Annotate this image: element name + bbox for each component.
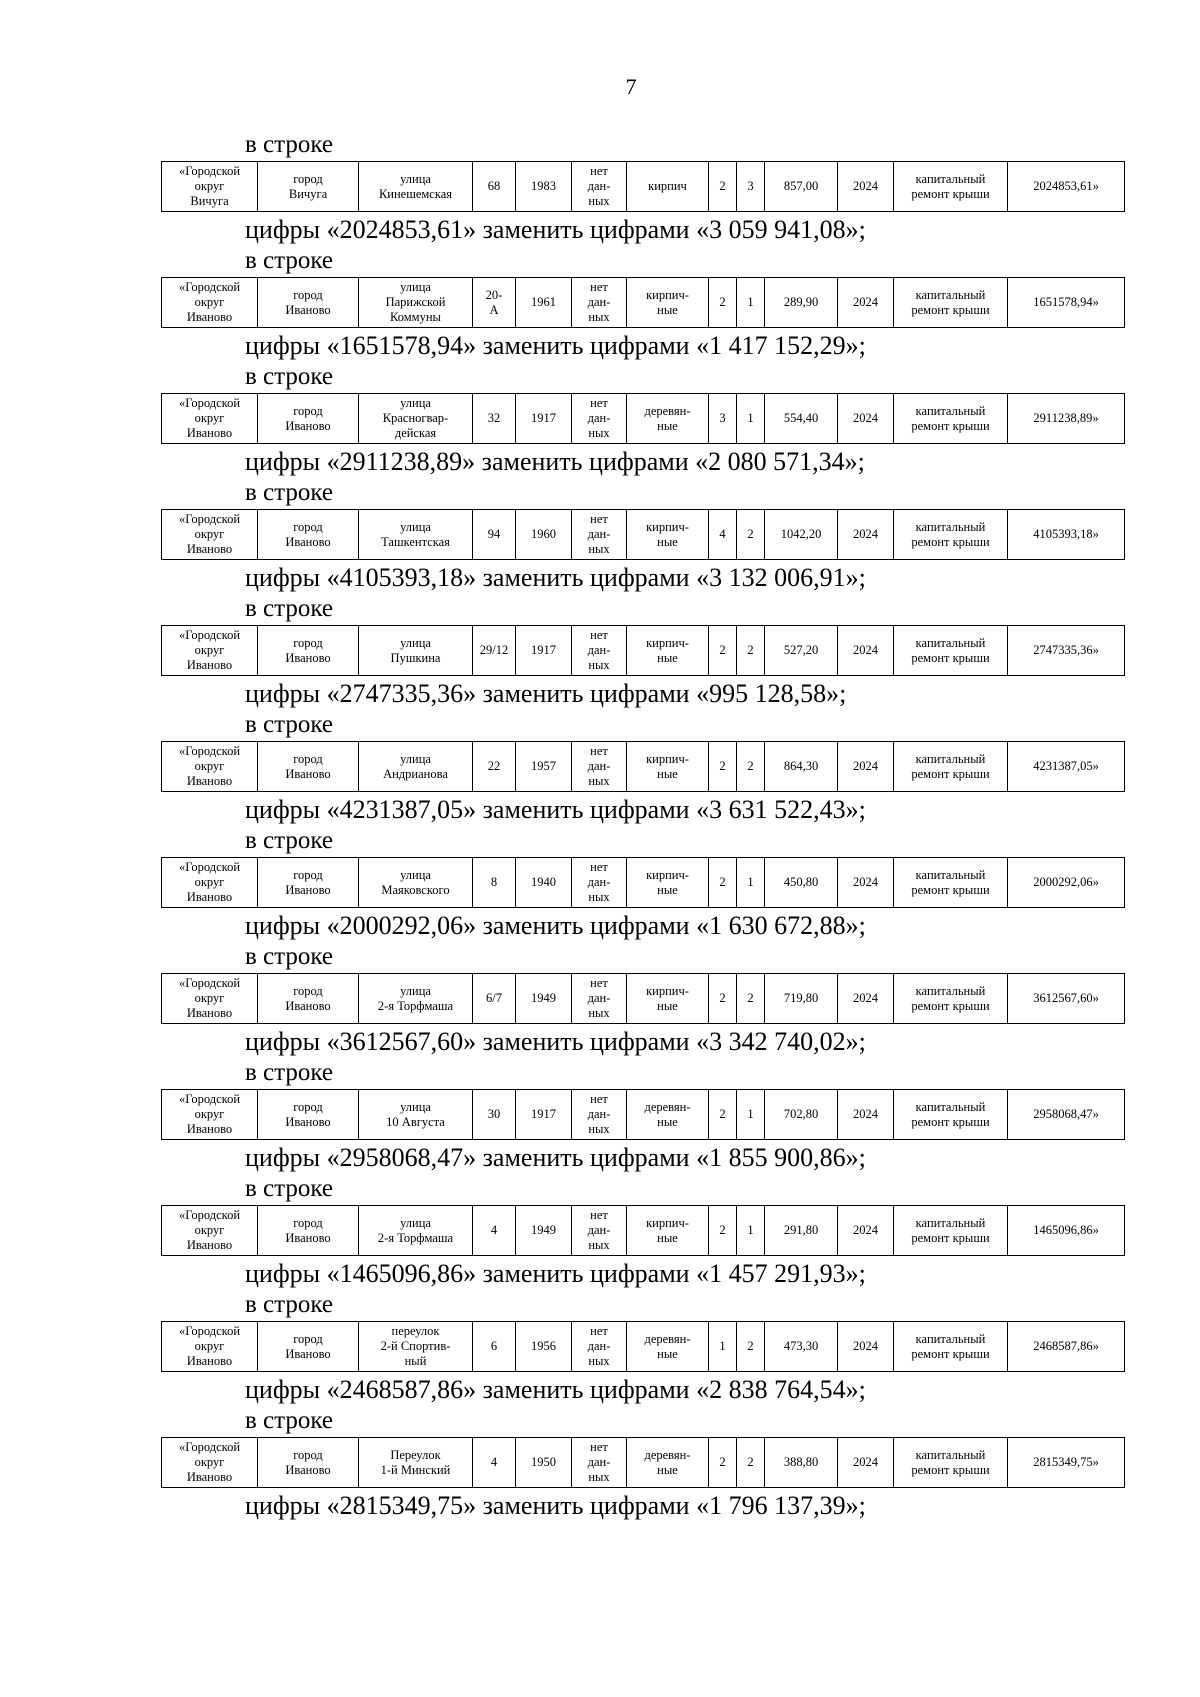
floors-cell: 2 (709, 974, 737, 1024)
area-cell: 1042,20 (765, 510, 838, 560)
entrances-cell: 1 (737, 394, 765, 444)
year-commissioned-cell: нет дан- ных (572, 162, 627, 212)
house-number-cell: 4 (473, 1206, 516, 1256)
house-number-cell: 94 (473, 510, 516, 560)
municipality-cell: «Городской округ Иваново (162, 974, 258, 1024)
house-number-cell: 32 (473, 394, 516, 444)
planned-year-cell: 2024 (838, 510, 894, 560)
cost-cell: 2468587,86» (1008, 1322, 1125, 1372)
locality-cell: город Иваново (258, 742, 359, 792)
amendment-entry (0, 943, 1200, 1059)
amendment-entry (0, 595, 1200, 711)
street-cell: переулок 2-й Спортив- ный (359, 1322, 473, 1372)
work-type-cell: капитальный ремонт крыши (894, 394, 1008, 444)
locality-cell: город Вичуга (258, 162, 359, 212)
year-commissioned-cell: нет дан- ных (572, 626, 627, 676)
replacement-text: цифры «1651578,94» заменить цифрами «1 417 152,29»; (245, 331, 866, 360)
planned-year-cell: 2024 (838, 278, 894, 328)
year-built-cell: 1917 (516, 1090, 572, 1140)
municipality-cell: «Городской округ Иваново (162, 626, 258, 676)
floors-cell: 2 (709, 858, 737, 908)
planned-year-cell: 2024 (838, 162, 894, 212)
housing-row-table (161, 277, 1125, 328)
house-number-cell: 4 (473, 1438, 516, 1488)
street-cell: улица Красногвар- дейская (359, 394, 473, 444)
cost-cell: 4105393,18» (1008, 510, 1125, 560)
wall-material-cell: деревян- ные (627, 1438, 709, 1488)
housing-row-table (161, 857, 1125, 908)
table-row (162, 1090, 1125, 1140)
intro-text: в строке (245, 1175, 334, 1202)
entrances-cell: 1 (737, 278, 765, 328)
year-built-cell: 1960 (516, 510, 572, 560)
locality-cell: город Иваново (258, 974, 359, 1024)
entrances-cell: 1 (737, 858, 765, 908)
street-cell: улица Кинешемская (359, 162, 473, 212)
planned-year-cell: 2024 (838, 1438, 894, 1488)
planned-year-cell: 2024 (838, 626, 894, 676)
cost-cell: 2911238,89» (1008, 394, 1125, 444)
wall-material-cell: деревян- ные (627, 1090, 709, 1140)
locality-cell: город Иваново (258, 1206, 359, 1256)
year-built-cell: 1956 (516, 1322, 572, 1372)
amendment-entry (0, 363, 1200, 479)
work-type-cell: капитальный ремонт крыши (894, 1206, 1008, 1256)
area-cell: 527,20 (765, 626, 838, 676)
page-number: 7 (625, 74, 637, 99)
amendment-list (0, 131, 1200, 1523)
work-type-cell: капитальный ремонт крыши (894, 858, 1008, 908)
floors-cell: 2 (709, 1206, 737, 1256)
house-number-cell: 6 (473, 1322, 516, 1372)
area-cell: 554,40 (765, 394, 838, 444)
entrances-cell: 2 (737, 974, 765, 1024)
year-commissioned-cell: нет дан- ных (572, 1438, 627, 1488)
entrances-cell: 2 (737, 742, 765, 792)
work-type-cell: капитальный ремонт крыши (894, 742, 1008, 792)
replacement-text: цифры «2468587,86» заменить цифрами «2 838 764,54»; (245, 1375, 866, 1404)
work-type-cell: капитальный ремонт крыши (894, 1438, 1008, 1488)
cost-cell: 2747335,36» (1008, 626, 1125, 676)
entrances-cell: 1 (737, 1090, 765, 1140)
wall-material-cell: кирпич (627, 162, 709, 212)
housing-row-table (161, 1205, 1125, 1256)
entrances-cell: 2 (737, 1322, 765, 1372)
work-type-cell: капитальный ремонт крыши (894, 278, 1008, 328)
street-cell: улица Пушкина (359, 626, 473, 676)
year-commissioned-cell: нет дан- ных (572, 974, 627, 1024)
planned-year-cell: 2024 (838, 394, 894, 444)
cost-cell: 2024853,61» (1008, 162, 1125, 212)
municipality-cell: «Городской округ Иваново (162, 858, 258, 908)
year-built-cell: 1957 (516, 742, 572, 792)
table-row (162, 1438, 1125, 1488)
locality-cell: город Иваново (258, 510, 359, 560)
wall-material-cell: деревян- ные (627, 1322, 709, 1372)
table-row (162, 278, 1125, 328)
entrances-cell: 2 (737, 626, 765, 676)
floors-cell: 2 (709, 162, 737, 212)
street-cell: улица 2-я Торфмаша (359, 1206, 473, 1256)
table-row (162, 394, 1125, 444)
area-cell: 289,90 (765, 278, 838, 328)
municipality-cell: «Городской округ Иваново (162, 278, 258, 328)
intro-text: в строке (245, 479, 334, 506)
year-commissioned-cell: нет дан- ных (572, 858, 627, 908)
housing-row-table (161, 393, 1125, 444)
wall-material-cell: кирпич- ные (627, 974, 709, 1024)
cost-cell: 1651578,94» (1008, 278, 1125, 328)
wall-material-cell: кирпич- ные (627, 626, 709, 676)
housing-row-table (161, 509, 1125, 560)
planned-year-cell: 2024 (838, 1090, 894, 1140)
street-cell: улица 10 Августа (359, 1090, 473, 1140)
year-built-cell: 1949 (516, 1206, 572, 1256)
replacement-text: цифры «2000292,06» заменить цифрами «1 630 672,88»; (245, 911, 866, 940)
entrances-cell: 2 (737, 1438, 765, 1488)
locality-cell: город Иваново (258, 1322, 359, 1372)
intro-text: в строке (245, 1407, 334, 1434)
planned-year-cell: 2024 (838, 742, 894, 792)
table-row (162, 626, 1125, 676)
amendment-entry (0, 479, 1200, 595)
table-row (162, 1206, 1125, 1256)
year-built-cell: 1983 (516, 162, 572, 212)
wall-material-cell: деревян- ные (627, 394, 709, 444)
replacement-text: цифры «2024853,61» заменить цифрами «3 059 941,08»; (245, 215, 866, 244)
replacement-text: цифры «2747335,36» заменить цифрами «995 128,58»; (245, 679, 847, 708)
area-cell: 450,80 (765, 858, 838, 908)
year-commissioned-cell: нет дан- ных (572, 278, 627, 328)
housing-row-table (161, 1089, 1125, 1140)
house-number-cell: 29/12 (473, 626, 516, 676)
municipality-cell: «Городской округ Иваново (162, 742, 258, 792)
area-cell: 388,80 (765, 1438, 838, 1488)
amendment-entry (0, 1175, 1200, 1291)
planned-year-cell: 2024 (838, 858, 894, 908)
year-commissioned-cell: нет дан- ных (572, 510, 627, 560)
amendment-entry (0, 827, 1200, 943)
replacement-text: цифры «2815349,75» заменить цифрами «1 796 137,39»; (245, 1491, 866, 1520)
entrances-cell: 3 (737, 162, 765, 212)
street-cell: улица Ташкентская (359, 510, 473, 560)
year-built-cell: 1917 (516, 626, 572, 676)
intro-text: в строке (245, 247, 334, 274)
cost-cell: 4231387,05» (1008, 742, 1125, 792)
cost-cell: 2815349,75» (1008, 1438, 1125, 1488)
street-cell: улица Маяковского (359, 858, 473, 908)
table-row (162, 858, 1125, 908)
wall-material-cell: кирпич- ные (627, 510, 709, 560)
cost-cell: 3612567,60» (1008, 974, 1125, 1024)
year-commissioned-cell: нет дан- ных (572, 1206, 627, 1256)
house-number-cell: 30 (473, 1090, 516, 1140)
locality-cell: город Иваново (258, 1438, 359, 1488)
house-number-cell: 8 (473, 858, 516, 908)
floors-cell: 4 (709, 510, 737, 560)
area-cell: 702,80 (765, 1090, 838, 1140)
cost-cell: 1465096,86» (1008, 1206, 1125, 1256)
locality-cell: город Иваново (258, 626, 359, 676)
municipality-cell: «Городской округ Иваново (162, 1206, 258, 1256)
year-commissioned-cell: нет дан- ных (572, 742, 627, 792)
wall-material-cell: кирпич- ные (627, 858, 709, 908)
municipality-cell: «Городской округ Вичуга (162, 162, 258, 212)
municipality-cell: «Городской округ Иваново (162, 1322, 258, 1372)
replacement-text: цифры «1465096,86» заменить цифрами «1 457 291,93»; (245, 1259, 866, 1288)
municipality-cell: «Городской округ Иваново (162, 394, 258, 444)
replacement-text: цифры «2958068,47» заменить цифрами «1 855 900,86»; (245, 1143, 866, 1172)
amendment-entry (0, 711, 1200, 827)
year-built-cell: 1949 (516, 974, 572, 1024)
housing-row-table (161, 625, 1125, 676)
floors-cell: 2 (709, 1090, 737, 1140)
amendment-entry (0, 1291, 1200, 1407)
area-cell: 864,30 (765, 742, 838, 792)
municipality-cell: «Городской округ Иваново (162, 510, 258, 560)
planned-year-cell: 2024 (838, 1322, 894, 1372)
housing-row-table (161, 1321, 1125, 1372)
wall-material-cell: кирпич- ные (627, 742, 709, 792)
planned-year-cell: 2024 (838, 974, 894, 1024)
amendment-entry (0, 131, 1200, 247)
year-commissioned-cell: нет дан- ных (572, 1090, 627, 1140)
year-built-cell: 1961 (516, 278, 572, 328)
table-row (162, 1322, 1125, 1372)
wall-material-cell: кирпич- ные (627, 1206, 709, 1256)
housing-row-table (161, 741, 1125, 792)
intro-text: в строке (245, 711, 334, 738)
floors-cell: 1 (709, 1322, 737, 1372)
area-cell: 857,00 (765, 162, 838, 212)
entrances-cell: 2 (737, 510, 765, 560)
street-cell: улица Андрианова (359, 742, 473, 792)
street-cell: улица 2-я Торфмаша (359, 974, 473, 1024)
work-type-cell: капитальный ремонт крыши (894, 626, 1008, 676)
floors-cell: 2 (709, 742, 737, 792)
intro-text: в строке (245, 1291, 334, 1318)
street-cell: улица Парижской Коммуны (359, 278, 473, 328)
table-row (162, 162, 1125, 212)
cost-cell: 2000292,06» (1008, 858, 1125, 908)
amendment-entry (0, 247, 1200, 363)
year-commissioned-cell: нет дан- ных (572, 394, 627, 444)
locality-cell: город Иваново (258, 858, 359, 908)
entrances-cell: 1 (737, 1206, 765, 1256)
intro-text: в строке (245, 943, 334, 970)
area-cell: 473,30 (765, 1322, 838, 1372)
year-built-cell: 1917 (516, 394, 572, 444)
floors-cell: 2 (709, 278, 737, 328)
replacement-text: цифры «3612567,60» заменить цифрами «3 342 740,02»; (245, 1027, 866, 1056)
locality-cell: город Иваново (258, 278, 359, 328)
locality-cell: город Иваново (258, 1090, 359, 1140)
municipality-cell: «Городской округ Иваново (162, 1438, 258, 1488)
work-type-cell: капитальный ремонт крыши (894, 510, 1008, 560)
year-built-cell: 1940 (516, 858, 572, 908)
intro-text: в строке (245, 363, 334, 390)
intro-text: в строке (245, 595, 334, 622)
amendment-entry (0, 1059, 1200, 1175)
replacement-text: цифры «4231387,05» заменить цифрами «3 631 522,43»; (245, 795, 866, 824)
replacement-text: цифры «4105393,18» заменить цифрами «3 132 006,91»; (245, 563, 866, 592)
wall-material-cell: кирпич- ные (627, 278, 709, 328)
house-number-cell: 22 (473, 742, 516, 792)
locality-cell: город Иваново (258, 394, 359, 444)
house-number-cell: 6/7 (473, 974, 516, 1024)
work-type-cell: капитальный ремонт крыши (894, 1322, 1008, 1372)
intro-text: в строке (245, 827, 334, 854)
cost-cell: 2958068,47» (1008, 1090, 1125, 1140)
area-cell: 291,80 (765, 1206, 838, 1256)
floors-cell: 2 (709, 626, 737, 676)
house-number-cell: 20- А (473, 278, 516, 328)
year-built-cell: 1950 (516, 1438, 572, 1488)
municipality-cell: «Городской округ Иваново (162, 1090, 258, 1140)
work-type-cell: капитальный ремонт крыши (894, 1090, 1008, 1140)
intro-text: в строке (245, 131, 334, 158)
housing-row-table (161, 161, 1125, 212)
work-type-cell: капитальный ремонт крыши (894, 162, 1008, 212)
floors-cell: 2 (709, 1438, 737, 1488)
table-row (162, 974, 1125, 1024)
floors-cell: 3 (709, 394, 737, 444)
planned-year-cell: 2024 (838, 1206, 894, 1256)
intro-text: в строке (245, 1059, 334, 1086)
replacement-text: цифры «2911238,89» заменить цифрами «2 080 571,34»; (245, 447, 865, 476)
year-commissioned-cell: нет дан- ных (572, 1322, 627, 1372)
housing-row-table (161, 1437, 1125, 1488)
house-number-cell: 68 (473, 162, 516, 212)
housing-row-table (161, 973, 1125, 1024)
street-cell: Переулок 1-й Минский (359, 1438, 473, 1488)
amendment-entry (0, 1407, 1200, 1523)
table-row (162, 510, 1125, 560)
area-cell: 719,80 (765, 974, 838, 1024)
table-row (162, 742, 1125, 792)
work-type-cell: капитальный ремонт крыши (894, 974, 1008, 1024)
